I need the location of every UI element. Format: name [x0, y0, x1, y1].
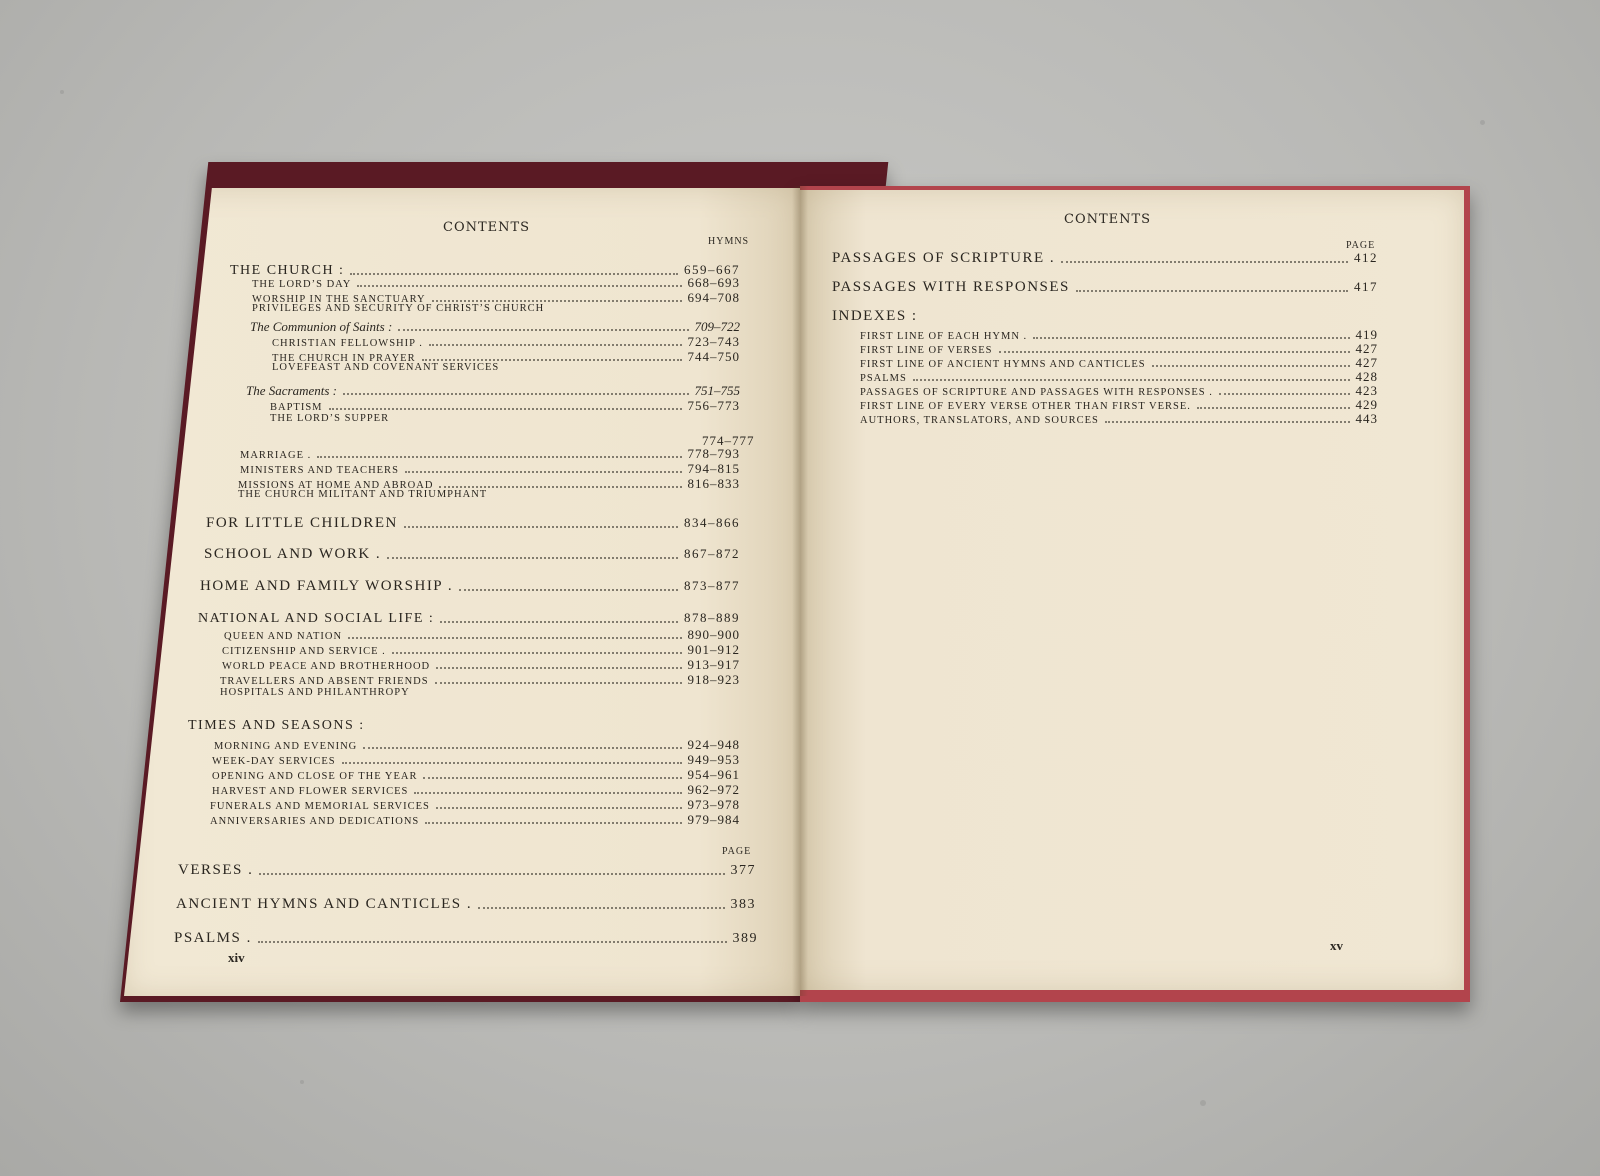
left-contents-entry-number: 794–815: [687, 461, 740, 476]
left-contents-entry-label: TRAVELLERS AND ABSENT FRIENDS: [220, 676, 429, 687]
left-contents-dot-leader: [357, 285, 681, 287]
left-contents-entry: [206, 515, 740, 532]
left-contents-entry-number: 973–978: [687, 797, 740, 812]
right-contents-entry-label: FIRST LINE OF ANCIENT HYMNS AND CANTICLES: [860, 359, 1146, 370]
right-contents-dot-leader: [1033, 337, 1349, 339]
left-contents-entry: [212, 782, 740, 798]
left-contents-entry: [240, 461, 740, 477]
right-contents-entry-label: PASSAGES OF SCRIPTURE AND PASSAGES WITH RESPONSES .: [860, 387, 1213, 398]
left-contents-dot-leader: [404, 526, 678, 528]
right-contents-dot-leader: [1219, 393, 1350, 395]
left-contents-entry: [252, 303, 552, 314]
left-contents-dot-leader: [459, 589, 678, 591]
left-contents-dot-leader: [342, 762, 682, 764]
right-contents-entry-number: 419: [1355, 327, 1378, 342]
left-contents-dot-leader: [440, 621, 678, 623]
left-contents-dot-leader: [363, 747, 681, 749]
left-contents-entry-number: 878–889: [684, 610, 740, 625]
right-contents-entry: [832, 279, 1378, 296]
left-page-dot-leader: [478, 907, 724, 909]
left-contents-entry-label: FUNERALS AND MEMORIAL SERVICES: [210, 801, 430, 812]
left-contents-dot-leader: [398, 329, 688, 331]
left-contents-entry: [250, 319, 740, 335]
left-page-entry: [174, 930, 758, 947]
right-contents-dot-leader: [1105, 421, 1350, 423]
right-contents-entry-number: 443: [1355, 411, 1378, 426]
left-contents-entry: [272, 362, 512, 373]
left-page-entry-label: VERSES .: [178, 862, 254, 878]
left-contents-entry-number: 694–708: [687, 290, 740, 305]
left-contents-entry-label: THE LORD’S DAY: [252, 279, 352, 290]
left-contents-entry-number: 890–900: [687, 627, 740, 642]
right-contents-entry: [860, 411, 1378, 427]
left-contents-dot-leader: [429, 344, 682, 346]
left-contents-dot-leader: [329, 408, 682, 410]
left-contents-entry-number: 867–872: [684, 546, 740, 561]
right-contents-dot-leader: [1152, 365, 1350, 367]
left-contents-entry-label: LOVEFEAST AND COVENANT SERVICES: [272, 362, 500, 373]
left-contents-entry-number: 834–866: [684, 515, 740, 530]
left-contents-entry-label: BAPTISM: [270, 402, 323, 413]
left-contents-entry-label: The Sacraments :: [246, 383, 337, 398]
right-contents-entry-label: PSALMS: [860, 373, 907, 384]
left-contents-dot-leader: [414, 792, 681, 794]
right-contents-entry: [832, 250, 1378, 267]
left-contents-entry: [222, 657, 740, 673]
book-gutter: [792, 186, 808, 996]
left-contents-entry-label: MINISTERS AND TEACHERS: [240, 465, 399, 476]
left-contents-entry-number: 873–877: [684, 578, 740, 593]
left-contents-entry: [252, 275, 740, 291]
right-contents-entry-number: 428: [1355, 369, 1378, 384]
right-contents-entry-label: FIRST LINE OF VERSES: [860, 345, 993, 356]
left-contents-dot-leader: [392, 652, 682, 654]
left-contents-dot-leader: [343, 393, 689, 395]
left-contents-entry-label: MARRIAGE .: [240, 450, 312, 461]
right-page-heading: CONTENTS: [1064, 212, 1152, 227]
left-contents-entry: [212, 752, 740, 768]
right-contents-entry-label: FIRST LINE OF EVERY VERSE OTHER THAN FIRST VERSE.: [860, 401, 1191, 412]
left-contents-entry-label: MORNING AND EVENING: [214, 741, 358, 752]
left-contents-entry: [188, 718, 388, 734]
left-page-dot-leader: [259, 873, 724, 875]
left-contents-entry-label: WORLD PEACE AND BROTHERHOOD: [222, 661, 431, 672]
left-contents-dot-leader: [439, 486, 681, 488]
left-contents-dot-leader: [422, 359, 682, 361]
left-contents-entry: [270, 398, 740, 414]
left-contents-entry-label: HOME AND FAMILY WORSHIP .: [200, 578, 454, 594]
left-contents-entry: [210, 812, 740, 828]
left-contents-entry-label: The Communion of Saints :: [250, 319, 393, 334]
left-page-heading: CONTENTS: [443, 220, 531, 235]
left-contents-dot-leader: [423, 777, 681, 779]
left-page-column-heading: PAGE: [722, 846, 752, 857]
left-contents-entry-label: QUEEN AND NATION: [224, 631, 343, 642]
left-contents-entry-number: 918–923: [687, 672, 740, 687]
left-contents-entry-number: 756–773: [687, 398, 740, 413]
left-contents-entry-number: 979–984: [687, 812, 740, 827]
right-contents-entry-label: AUTHORS, TRANSLATORS, AND SOURCES: [860, 415, 1099, 426]
left-contents-entry: [220, 687, 460, 698]
left-contents-dot-leader: [387, 557, 678, 559]
left-folio: xiv: [228, 950, 245, 965]
left-contents-dot-leader: [432, 300, 682, 302]
left-contents-entry: [220, 672, 740, 688]
left-contents-entry: [200, 578, 740, 595]
left-contents-dot-leader: [436, 667, 681, 669]
left-contents-entry: [204, 546, 740, 563]
right-contents-dot-leader: [913, 379, 1350, 381]
left-contents-entry-label: THE CHURCH MILITANT AND TRIUMPHANT: [238, 489, 488, 500]
left-contents-dot-leader: [405, 471, 682, 473]
left-contents-entry-number: 723–743: [687, 334, 740, 349]
right-contents-entry-number: 423: [1355, 383, 1378, 398]
left-contents-entry-label: HOSPITALS AND PHILANTHROPY: [220, 687, 410, 698]
left-contents-entry-label: THE LORD’S SUPPER: [270, 413, 390, 424]
left-contents-entry: [246, 383, 740, 399]
right-contents-entry-number: 412: [1354, 250, 1378, 265]
left-contents-entry-number: 949–953: [687, 752, 740, 767]
left-contents-entry-number: 774–777: [702, 433, 755, 448]
left-contents-entry-number: 901–912: [687, 642, 740, 657]
right-contents-dot-leader: [1061, 261, 1348, 263]
left-contents-entry-number: 744–750: [687, 349, 740, 364]
left-contents-entry-number: 751–755: [694, 383, 740, 398]
right-contents-dot-leader: [1197, 407, 1350, 409]
left-contents-entry: [210, 797, 740, 813]
left-contents-entry-label: CHRISTIAN FELLOWSHIP .: [272, 338, 423, 349]
left-contents-entry-label: THE CHURCH :: [230, 263, 345, 278]
left-page-entry-number: 377: [730, 863, 756, 878]
left-contents-entry: [198, 610, 740, 627]
left-page-entry: [176, 896, 756, 913]
left-contents-entry: [272, 334, 740, 350]
left-contents-dot-leader: [317, 456, 681, 458]
left-contents-entry-label: WEEK-DAY SERVICES: [212, 756, 336, 767]
left-page-entry-label: PSALMS .: [174, 930, 252, 946]
left-contents-entry-label: SCHOOL AND WORK .: [204, 546, 382, 562]
right-folio: xv: [1330, 938, 1343, 953]
left-contents-dot-leader: [436, 807, 682, 809]
left-contents-entry: [212, 767, 740, 783]
left-contents-entry-label: HARVEST AND FLOWER SERVICES: [212, 786, 409, 797]
right-contents-dot-leader: [999, 351, 1350, 353]
left-page-entry: [178, 862, 756, 879]
left-page-entry-label: ANCIENT HYMNS AND CANTICLES .: [176, 896, 473, 912]
left-contents-entry: [270, 413, 390, 424]
left-page-dot-leader: [258, 941, 727, 943]
right-page-column-heading: PAGE: [1346, 240, 1376, 251]
left-contents-entry-number: 924–948: [687, 737, 740, 752]
left-contents-dot-leader: [425, 822, 681, 824]
left-contents-entry-number: 913–917: [687, 657, 740, 672]
left-contents-entry-number: 659–667: [684, 262, 740, 277]
left-contents-entry: [240, 446, 740, 462]
left-contents-entry: [214, 737, 740, 753]
left-contents-entry-label: WORSHIP IN THE SANCTUARY: [252, 294, 426, 305]
right-contents-entry-number: 417: [1354, 279, 1378, 294]
left-contents-entry-label: NATIONAL AND SOCIAL LIFE :: [198, 611, 435, 626]
left-contents-entry-label: OPENING AND CLOSE OF THE YEAR: [212, 771, 418, 782]
left-contents-entry-number: 668–693: [687, 275, 740, 290]
left-contents-entry-number: 962–972: [687, 782, 740, 797]
left-contents-entry-label: PRIVILEGES AND SECURITY OF CHRIST’S CHURCH: [252, 303, 545, 314]
right-contents-entry: [832, 308, 1032, 325]
left-contents-entry-label: TIMES AND SEASONS :: [188, 718, 365, 733]
left-hymns-column-heading: HYMNS: [708, 236, 750, 247]
left-contents-dot-leader: [348, 637, 681, 639]
left-page-entry-number: 389: [732, 931, 758, 946]
right-contents-entry-number: 427: [1355, 341, 1378, 356]
left-contents-entry-number: 954–961: [687, 767, 740, 782]
left-contents-dot-leader: [435, 682, 682, 684]
right-contents-dot-leader: [1076, 290, 1348, 292]
right-contents-entry-number: 429: [1355, 397, 1378, 412]
left-contents-entry-label: ANNIVERSARIES AND DEDICATIONS: [210, 816, 420, 827]
left-contents-entry-label: CITIZENSHIP AND SERVICE .: [222, 646, 386, 657]
right-contents-entry-label: PASSAGES OF SCRIPTURE .: [832, 250, 1056, 266]
left-contents-entry-number: 709–722: [694, 319, 740, 334]
right-contents-entry-label: INDEXES :: [832, 308, 918, 324]
left-contents-entry-number: 778–793: [687, 446, 740, 461]
right-contents-entry-number: 427: [1355, 355, 1378, 370]
left-contents-entry: [238, 489, 518, 500]
left-contents-entry-label: MISSIONS AT HOME AND ABROAD: [238, 480, 434, 491]
left-contents-entry: [222, 642, 740, 658]
left-contents-entry: [224, 627, 740, 643]
left-contents-entry-label: THE CHURCH IN PRAYER: [272, 353, 416, 364]
left-contents-entry-number: 816–833: [687, 476, 740, 491]
right-contents-entry-label: FIRST LINE OF EACH HYMN .: [860, 331, 1028, 342]
left-page-entry-number: 383: [730, 897, 756, 912]
left-contents-entry-label: FOR LITTLE CHILDREN: [206, 515, 398, 531]
right-contents-entry-label: PASSAGES WITH RESPONSES: [832, 279, 1070, 295]
